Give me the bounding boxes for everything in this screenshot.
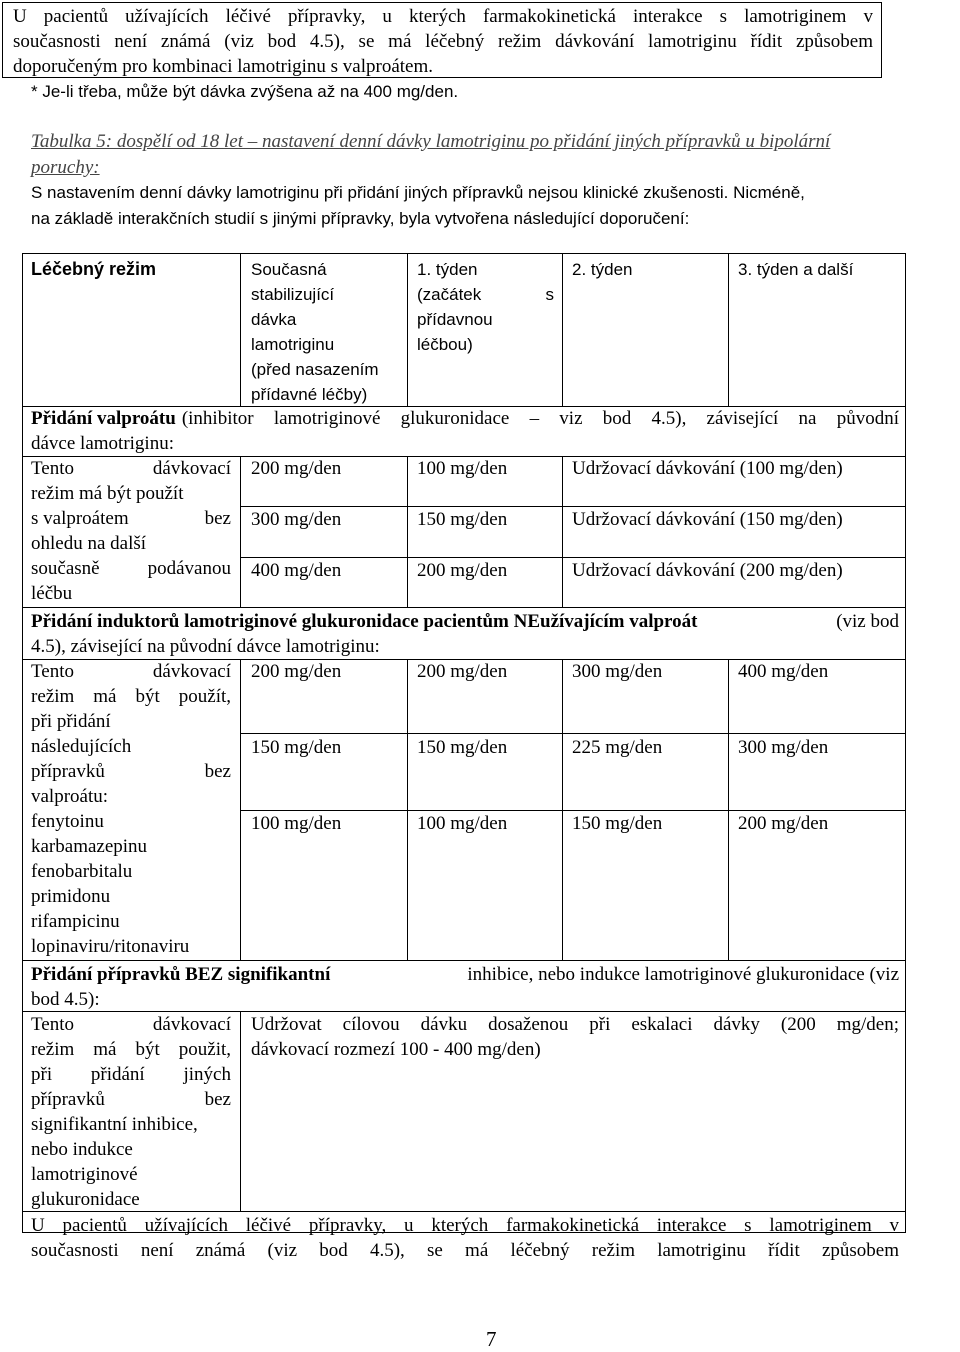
table-divider <box>22 607 906 608</box>
header-week-2: 2. týden <box>572 260 633 279</box>
s2-row1-week2: 300 mg/den <box>572 661 663 682</box>
header-week1-line: 1. týden <box>417 260 478 279</box>
section-title-line <box>31 609 899 634</box>
header-current-line: (před nasazením <box>251 360 379 379</box>
regimen-word: dávkovací <box>152 661 231 682</box>
regimen-line: následujících <box>31 736 132 757</box>
section-title-rest: inhibice, nebo indukce lamotriginové glukuronidace (viz <box>467 964 899 985</box>
header-week1-line: přídavnou <box>417 310 493 329</box>
table-divider <box>562 253 563 406</box>
regimen-word: bez <box>204 761 231 782</box>
intro-line-2: na základě interakčních studií s jinými přípravky, byla vytvořena následující doporučení: <box>31 209 690 228</box>
section-title-rest: (viz bod <box>836 611 899 632</box>
section-valproate-regimen <box>31 456 231 606</box>
s2-row3-week1: 100 mg/den <box>417 813 508 834</box>
section-title-line <box>31 406 899 431</box>
header-current-dose <box>251 257 401 407</box>
s1-row2-current: 300 mg/den <box>251 509 342 530</box>
regimen-word: přidání <box>90 1064 145 1085</box>
regimen-line: při přidání <box>31 711 111 732</box>
regimen-word: dávkovací <box>152 458 231 479</box>
regimen-word: při <box>31 1064 53 1085</box>
table-divider <box>240 253 241 406</box>
regimen-word: Tento <box>31 1014 74 1035</box>
header-week-1 <box>417 257 554 357</box>
regimen-line <box>31 556 231 581</box>
regimen-word: bez <box>204 1089 231 1110</box>
neutral-text-line: dávkovací rozmezí 100 - 400 mg/den) <box>251 1039 541 1060</box>
header-week-3: 3. týden a další <box>738 260 854 279</box>
top-box-line-3: doporučeným pro kombinaci lamotriginu s valproátem. <box>13 56 434 77</box>
regimen-word: bez <box>204 508 231 529</box>
regimen-word: Tento <box>31 458 74 479</box>
regimen-line: ohledu na další <box>31 533 147 554</box>
regimen-line: režim má být použit, <box>31 1039 231 1060</box>
regimen-word: současně <box>31 558 100 579</box>
regimen-line: valproátu: <box>31 786 109 807</box>
header-current-line: lamotriginu <box>251 335 335 354</box>
header-week1-line: léčbou) <box>417 335 473 354</box>
regimen-line <box>31 1062 231 1087</box>
s2-row2-week2: 225 mg/den <box>572 737 663 758</box>
header-regimen: Léčebný režim <box>31 259 157 279</box>
footer-line: U pacientů užívajících léčivé přípravky, u kterých farmakokinetická interakce s lamotriginem v <box>31 1215 899 1236</box>
table-divider <box>728 253 729 406</box>
section-title-rest: (inhibitor lamotriginové glukuronidace – viz bod 4.5), závisející na původní <box>181 408 899 429</box>
table-divider <box>240 733 906 734</box>
regimen-line <box>31 456 231 481</box>
regimen-word: přípravků <box>31 1089 105 1110</box>
intro-line-1: S nastavením denní dávky lamotriginu při přidání jiných přípravků nejsou klinické zkušenosti. Nicméně, <box>31 183 805 202</box>
s1-row2-week1: 150 mg/den <box>417 509 508 530</box>
section-title-bold: Přidání induktorů lamotriginové glukuronidace pacientům NEužívajícím valproát <box>31 611 698 632</box>
regimen-line: karbamazepinu <box>31 836 148 857</box>
s1-row3-maintenance: Udržovací dávkování (200 mg/den) <box>572 560 843 581</box>
s1-row1-week1: 100 mg/den <box>417 458 508 479</box>
header-current-line: stabilizující <box>251 285 335 304</box>
regimen-line: nebo indukce <box>31 1139 133 1160</box>
section-inducers-title <box>31 609 899 659</box>
section-inducers-regimen <box>31 659 231 959</box>
regimen-line: režim má být použít, <box>31 686 231 707</box>
regimen-line: léčbu <box>31 583 73 604</box>
regimen-line <box>31 1012 231 1037</box>
table-caption-line-2: poruchy: <box>31 157 100 178</box>
s2-row3-current: 100 mg/den <box>251 813 342 834</box>
s2-row1-week3: 400 mg/den <box>738 661 829 682</box>
page-number: 7 <box>486 1327 497 1351</box>
regimen-word: Tento <box>31 661 74 682</box>
section-title-line: bod 4.5): <box>31 989 100 1010</box>
regimen-line: režim má být použít <box>31 483 184 504</box>
s1-row3-current: 400 mg/den <box>251 560 342 581</box>
top-box-paragraph <box>2 2 882 78</box>
regimen-word: přípravků <box>31 761 105 782</box>
regimen-word: podávanou <box>147 558 231 579</box>
footer-line: současnosti není známá (viz bod 4.5), se má léčebný režim lamotriginu řídit způsobem <box>31 1240 899 1261</box>
regimen-line: lamotriginové <box>31 1164 138 1185</box>
regimen-line <box>31 759 231 784</box>
table-divider <box>407 456 408 607</box>
section-title-line: dávce lamotriginu: <box>31 433 174 454</box>
table-divider <box>240 456 241 607</box>
regimen-line: fenobarbitalu <box>31 861 133 882</box>
regimen-line: rifampicinu <box>31 911 120 932</box>
regimen-line: signifikantní inhibice, <box>31 1114 198 1135</box>
header-week1-word: s <box>545 285 554 304</box>
s1-row2-maintenance: Udržovací dávkování (150 mg/den) <box>572 509 843 530</box>
regimen-line: primidonu <box>31 886 111 907</box>
regimen-word: jiných <box>183 1064 231 1085</box>
s2-row2-current: 150 mg/den <box>251 737 342 758</box>
regimen-line <box>31 659 231 684</box>
s2-row2-week3: 300 mg/den <box>738 737 829 758</box>
footer-paragraph <box>31 1213 899 1263</box>
section-title-line: 4.5), závisející na původní dávce lamotriginu: <box>31 636 380 657</box>
section-neutral-text <box>251 1012 899 1062</box>
top-box-line-2: současnosti není známá (viz bod 4.5), se má léčebný režim dávkování lamotriginu řídit způsobem <box>13 31 873 52</box>
header-week1-line <box>417 282 554 307</box>
s2-row2-week1: 150 mg/den <box>417 737 508 758</box>
section-title-bold: Přidání přípravků BEZ signifikantní <box>31 964 331 985</box>
regimen-line: glukuronidace <box>31 1189 140 1210</box>
header-current-line: Současná <box>251 260 327 279</box>
s2-row1-current: 200 mg/den <box>251 661 342 682</box>
regimen-word: dávkovací <box>152 1014 231 1035</box>
table-divider <box>22 960 906 961</box>
s1-row3-week1: 200 mg/den <box>417 560 508 581</box>
header-week1-word: (začátek <box>417 285 482 304</box>
table-caption-line-1: Tabulka 5: dospělí od 18 let – nastavení denní dávky lamotriginu po přidání jiných přípravků u bipolární <box>31 131 831 152</box>
section-valproate-title <box>31 406 899 456</box>
regimen-line <box>31 506 231 531</box>
section-neutral-regimen <box>31 1012 231 1212</box>
top-box-line-1: U pacientů užívajících léčivé přípravky, u kterých farmakokinetická interakce s lamotriginem v <box>13 6 873 27</box>
table-divider <box>562 456 563 607</box>
neutral-text-line: Udržovat cílovou dávku dosaženou při eskalaci dávky (200 mg/den; <box>251 1014 899 1035</box>
regimen-line: fenytoinu <box>31 811 104 832</box>
section-neutral-title <box>31 962 899 1012</box>
section-title-line <box>31 962 899 987</box>
s1-row1-maintenance: Udržovací dávkování (100 mg/den) <box>572 458 843 479</box>
s2-row3-week3: 200 mg/den <box>738 813 829 834</box>
header-current-line: dávka <box>251 310 297 329</box>
s1-row1-current: 200 mg/den <box>251 458 342 479</box>
s2-row3-week2: 150 mg/den <box>572 813 663 834</box>
table-caption <box>31 129 956 181</box>
table-divider <box>240 1011 241 1211</box>
header-current-line: přídavné léčby) <box>251 385 368 404</box>
regimen-line <box>31 1087 231 1112</box>
s2-row1-week1: 200 mg/den <box>417 661 508 682</box>
section-title-bold: Přidání valproátu <box>31 408 176 429</box>
dose-note: * Je-li třeba, může být dávka zvýšena až na 400 mg/den. <box>31 82 459 101</box>
intro-paragraph <box>31 180 956 232</box>
regimen-line: lopinaviru/ritonaviru <box>31 936 190 957</box>
regimen-word: s valproátem <box>31 508 129 529</box>
table-divider <box>407 253 408 406</box>
